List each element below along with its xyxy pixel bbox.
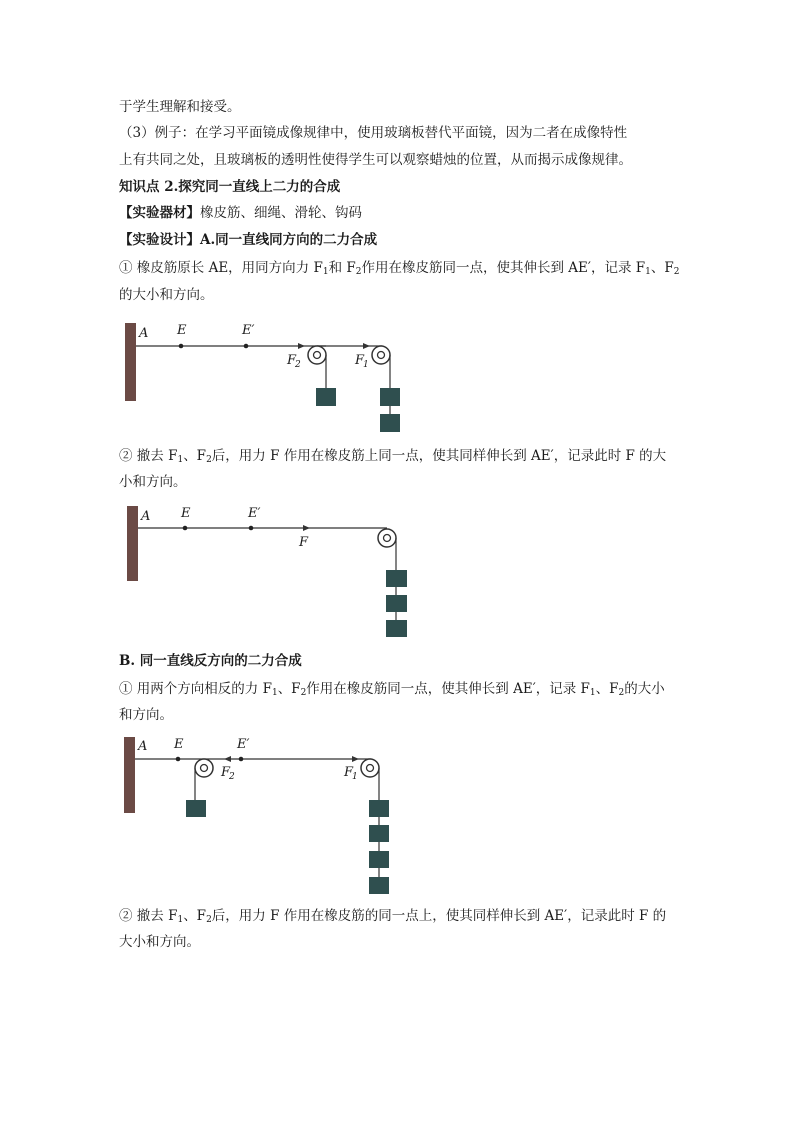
equipment-label: 【实验器材】 (119, 205, 200, 221)
label-F2: F (221, 765, 231, 780)
label-A: A (141, 509, 151, 524)
label-E: E (177, 323, 187, 338)
example-text-line1: （3）例子：在学习平面镜成像规律中，使用玻璃板替代平面镜，因为二者在成像特性 (119, 125, 628, 141)
intro-text: 于学生理解和接受。 (119, 99, 241, 115)
weight-block (369, 825, 389, 842)
label-F1: F (355, 353, 365, 368)
step-b1-line2: 和方向。 (119, 707, 173, 723)
label-F1-sub: 1 (363, 360, 369, 370)
step-a1-line2: 的大小和方向。 (119, 287, 214, 303)
weight-block (186, 800, 206, 817)
point-E (176, 757, 181, 762)
example-text-line2: 上有共同之处，且玻璃板的透明性使得学生可以观察蜡烛的位置，从而揭示成像规律。 (119, 152, 632, 168)
step-a2-line2: 小和方向。 (119, 474, 187, 490)
label-F1-sub: 1 (352, 772, 358, 782)
step-a2-line1: ② 撤去 $F_1$、$F_2$后，用力 F 作用在橡皮筋上同一点，使其同样伸长到 AE′，记录此时 F 的大 (119, 448, 667, 465)
step-b1-line1: ① 用两个方向相反的力 $F_1$、$F_2$作用在橡皮筋同一点，使其伸长到 AE′，记录 $F_1$、$F_2$的大小 (119, 681, 665, 698)
label-F1: F (344, 765, 354, 780)
design-a-title: A.同一直线同方向的二力合成 (200, 232, 378, 248)
equipment-items: 橡皮筋、细绳、滑轮、钩码 (200, 205, 362, 221)
step-b2-line2: 大小和方向。 (119, 934, 200, 950)
label-E-prime: E′ (248, 506, 261, 521)
wall (124, 737, 135, 813)
label-A: A (139, 326, 149, 341)
design-label: 【实验设计】 (119, 232, 200, 248)
label-E: E (181, 506, 191, 521)
weight-block (369, 800, 389, 817)
step-b2-line1: ② 撤去 $F_1$、$F_2$后，用力 F 作用在橡皮筋的同一点上，使其同样伸长到 AE′，记录此时 F 的 (119, 908, 667, 925)
weight-block (369, 851, 389, 868)
label-F2-sub: 2 (229, 772, 235, 782)
knowledge-point-heading: 知识点 2.探究同一直线上二力的合成 (119, 179, 341, 195)
label-F: F (299, 535, 309, 550)
label-F2: F (287, 353, 297, 368)
label-A: A (138, 739, 148, 754)
label-E-prime: E′ (242, 323, 255, 338)
arrow-F1 (352, 756, 359, 762)
label-F2-sub: 2 (295, 360, 301, 370)
step-a1-line1: ① 橡皮筋原长 AE，用同方向力 $F_1$和 $F_2$作用在橡皮筋同一点，使其伸长到 AE′，记录 $F_1$、$F_2$ (119, 260, 680, 277)
label-E: E (174, 737, 184, 752)
arrow-F2 (224, 756, 231, 762)
weight-block (369, 877, 389, 894)
point-E-prime (239, 757, 244, 762)
label-E-prime: E′ (237, 737, 250, 752)
design-b-title: B. 同一直线反方向的二力合成 (119, 653, 302, 669)
